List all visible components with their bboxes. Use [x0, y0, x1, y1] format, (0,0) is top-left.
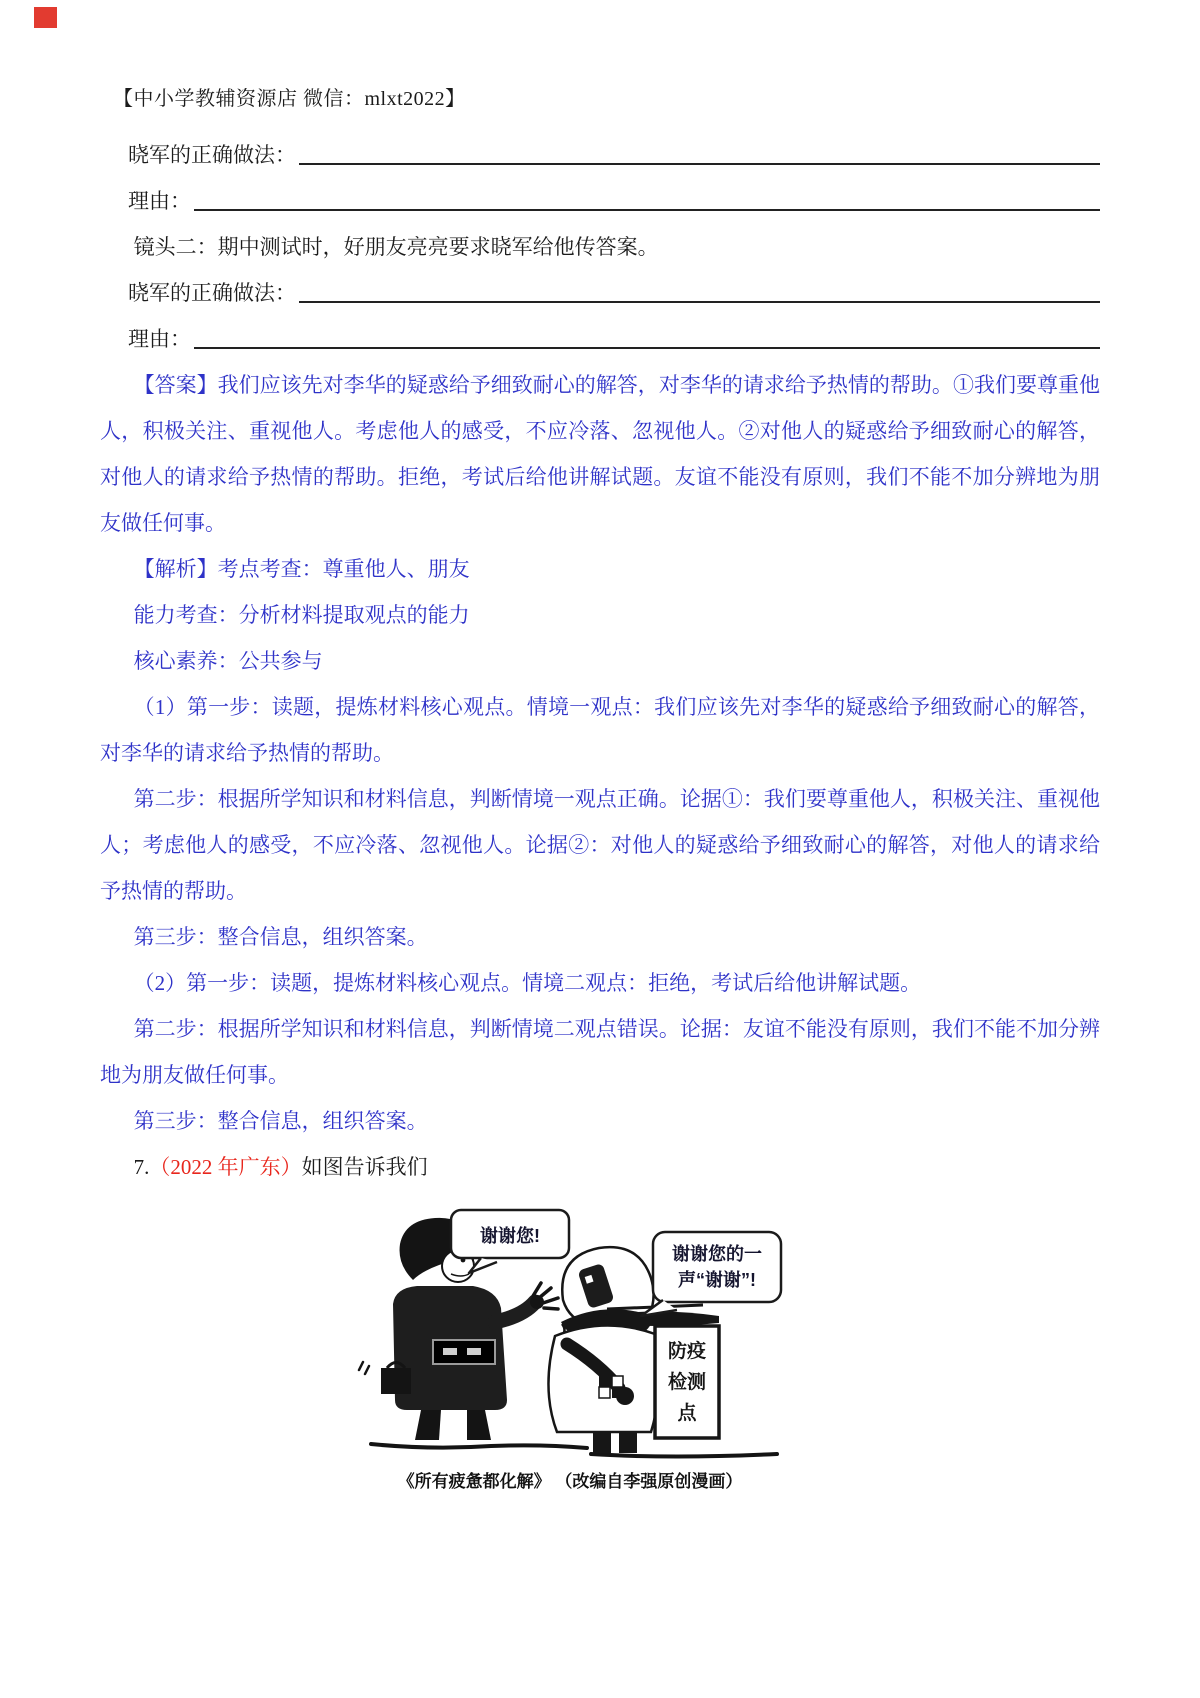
- analysis-part2-step1: （2）第一步：读题，提炼材料核心观点。情境二观点：拒绝，考试后给他讲解试题。: [133, 971, 922, 995]
- analysis-part1-step1: （1）第一步：读题，提炼材料核心观点。情境一观点：我们应该先对李华的疑惑给予细致耐心的解答，对李华的请求给予热情的帮助。: [100, 695, 1100, 765]
- analysis-ability: 能力考查：分析材料提取观点的能力: [133, 603, 470, 627]
- analysis-core-literacy: 核心素养：公共参与: [133, 649, 323, 673]
- analysis-exam-points: 【解析】考点考查：尊重他人、朋友: [133, 557, 470, 581]
- answer-paragraph: 【答案】我们应该先对李华的疑惑给予细致耐心的解答，对李华的请求给予热情的帮助。①我们要尊重他人，积极关注、重视他人。考虑他人的感受，不应冷落、忽视他人。②对他人的疑惑给予细致耐心的解答，对他人的请求给予热情的帮助。拒绝，考试后给他讲解试题。友谊不能没有原则，我们不能不加分辨地为朋友做任何事。: [100, 373, 1100, 535]
- speech-bubble-right-text-2: 声“谢谢”!: [678, 1270, 756, 1290]
- speech-bubble-right-text-1: 谢谢您的一: [672, 1244, 762, 1264]
- checkpoint-sign-line-1: 防疫: [667, 1341, 707, 1362]
- blank-label-correct-action-2: 晓军的正确做法：: [128, 281, 296, 305]
- figure-left-back-patch: [433, 1340, 495, 1364]
- analysis-part2-step3: 第三步：整合信息，组织答案。: [133, 1109, 428, 1133]
- analysis-part1-step3: 第三步：整合信息，组织答案。: [133, 925, 428, 949]
- red-marker: [34, 7, 57, 28]
- analysis-part2-step2: 第二步：根据所学知识和材料信息，判断情境二观点错误。论据：友谊不能没有原则，我们不能不加分辨地为朋友做任何事。: [100, 1017, 1100, 1087]
- speech-bubble-right-box: [653, 1232, 781, 1302]
- answer-blank-row-2: [100, 178, 1100, 224]
- figure-right-badge-check: [612, 1376, 623, 1387]
- figure-right-glove: [616, 1387, 634, 1405]
- figure-left-bag: [381, 1368, 411, 1394]
- answer-blank-line: [194, 209, 1100, 211]
- figure-right-badge-check: [599, 1387, 610, 1398]
- speech-bubble-left-text: 谢谢您!: [480, 1226, 540, 1246]
- figure-left-leg: [415, 1410, 441, 1440]
- figure-right-boot: [593, 1432, 611, 1453]
- answer-blank-row-1: [100, 132, 1100, 178]
- answer-blank-line: [299, 301, 1100, 303]
- document-body: [100, 132, 1100, 1190]
- cartoon-svg: [355, 1204, 785, 1459]
- ground-line-left: [371, 1444, 587, 1448]
- figure-right-boot: [619, 1432, 637, 1453]
- answer-blank-line: [299, 163, 1100, 165]
- scene-two-text: 镜头二：期中测试时，好朋友亮亮要求晓军给他传答案。: [133, 235, 659, 259]
- cartoon-figure-right: [548, 1247, 659, 1453]
- question-7-line: [100, 1144, 1100, 1190]
- blank-label-reason-1: 理由：: [128, 189, 191, 213]
- figure-left-patch-mark: [467, 1348, 481, 1355]
- motion-mark: [359, 1362, 369, 1374]
- question-7-stem: 如图告诉我们: [301, 1155, 428, 1179]
- question-7-source: （2022 年广东）: [149, 1155, 302, 1179]
- figure-left-leg: [467, 1410, 491, 1440]
- blank-label-reason-2: 理由：: [128, 327, 191, 351]
- checkpoint-sign-line-3: 点: [677, 1403, 697, 1424]
- speech-bubble-right: [641, 1232, 781, 1316]
- answer-blank-row-4: [100, 316, 1100, 362]
- blank-label-correct-action-1: 晓军的正确做法：: [128, 143, 296, 167]
- store-watermark: 【中小学教辅资源店 微信：mlxt2022】: [113, 88, 466, 110]
- figure-left-patch-mark: [443, 1348, 457, 1355]
- answer-blank-row-3: [100, 270, 1100, 316]
- ground-line-right: [591, 1454, 777, 1457]
- cartoon-illustration: [355, 1204, 785, 1492]
- checkpoint-sign-line-2: 检测: [667, 1372, 707, 1393]
- question-7-number: 7.: [133, 1155, 150, 1179]
- cartoon-caption: 《所有疲惫都化解》 （改编自李强原创漫画）: [397, 1472, 743, 1491]
- analysis-part1-step2: 第二步：根据所学知识和材料信息，判断情境一观点正确。论据①：我们要尊重他人，积极关注、重视他人；考虑他人的感受，不应冷落、忽视他人。论据②：对他人的疑惑给予细致耐心的解答，对他人的请求给予热情的帮助。: [100, 787, 1100, 903]
- figure-right-badge-check: [599, 1376, 610, 1387]
- answer-blank-line: [194, 347, 1100, 349]
